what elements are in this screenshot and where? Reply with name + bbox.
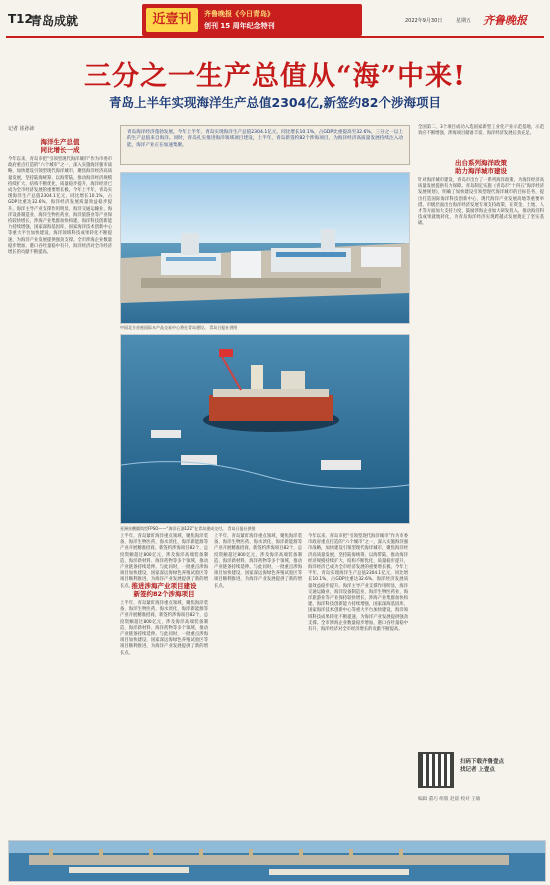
mid-subhead-2: 新签约82个涉海项目	[133, 590, 195, 598]
page-code: T12	[8, 12, 33, 26]
left-subhead-2: 同比增长一成	[40, 146, 80, 154]
right-column	[418, 125, 544, 745]
fpso-photo	[120, 334, 410, 524]
mid-column-text-a	[120, 534, 208, 834]
port-photo	[8, 840, 546, 882]
byline: 记者 崔孙沛	[8, 126, 35, 132]
left-subhead-1: 海洋生产总值	[40, 138, 80, 146]
banner-tag	[146, 8, 198, 32]
left-column	[8, 138, 112, 838]
right-body: 针对海洋城市建设，青岛市出台了一系列海洋政策，为海洋经济高质量发展提供有力保障。青岛制定实施《青岛市“十四五”海洋经济发展规划》，明确了加快建设引领型现代海洋城市的目标任务，提出打造国际海洋科技创新中心、现代海洋产业发展高地等重要举措。市级层面出台海洋经济发展专项支持政策，在资金、土地、人才等方面加大支持力度，鼓励涉海企业加大研发投入，推动海洋科技成果就地转化，为青岛海洋经济实现跨越式发展奠定了坚实基础。	[418, 178, 544, 227]
trade-center-photo	[120, 172, 410, 324]
mid-body-c: 上半年，青岛紧盯海洋重点领域，聚焦海洋装备、海洋生物医药、海水淡化、海洋新能源等产业开展精准招商，新签约涉海项目82个，总投资额超过800亿元，涉及海洋高端装备制造、海洋新材料、海洋药物等多个领域，推动产业链条持续延伸。与此同时，一批重点涉海项目加快建设，国家深远海绿色养殖试验区等项目顺利推进，为海洋产业发展提供了新的增长点。	[214, 534, 302, 589]
issue-date: 2022年9月30日	[405, 18, 443, 24]
lead-text: 青岛海洋经济蓬勃发展。今年上半年，青岛实现海洋生产总值2304.1亿元，同比增长10.1%，占GDP比重提高至32.6%，三分之一以上的生产总值来自海洋。同时，青岛扎实推进海洋领域项目建设，上半年，青岛新签约82个涉海项目，为海洋经济高质量发展持续注入动能，海洋产业正在加速集聚。	[127, 130, 403, 148]
fpso-caption: 亚洲首艘圆筒型FPSO——“海洋石油122”在青岛建成交付。 青岛日报社供图	[120, 526, 256, 531]
page-subtitle: 青岛上半年实现海洋生产总值2304亿,新签约82个涉海项目	[109, 95, 441, 110]
brand-logo: 齐鲁晚报	[483, 14, 527, 27]
anniversary-banner	[142, 4, 362, 36]
mid-column-text-b	[214, 534, 302, 834]
issue-weekday: 星期五	[456, 18, 472, 24]
qr-code-icon[interactable]	[418, 752, 454, 788]
port-image	[9, 841, 545, 881]
qr-block	[418, 752, 544, 792]
mid-body-b: 上半年，青岛紧盯海洋重点领域，聚焦海洋装备、海洋生物医药、海水淡化、海洋新能源等产业开展精准招商，新签约涉海项目82个，总投资额超过800亿元，涉及海洋高端装备制造、海洋新材料、海洋药物等多个领域，推动产业链条持续延伸。与此同时，一批重点涉海项目加快建设，国家深远海绿色养殖试验区等项目顺利推进，为海洋产业发展提供了新的增长点。	[120, 601, 208, 656]
qr-caption: 扫码下载齐鲁壹点 找记者 上壹点	[460, 759, 505, 773]
masthead	[0, 0, 550, 38]
right-subhead-2: 助力海洋城市建设	[455, 167, 507, 175]
right-subhead-1: 出台系列海洋政策	[455, 159, 507, 167]
mid-column-text-c	[308, 534, 408, 834]
page-title: 三分之一生产总值从“海”中来!	[84, 61, 466, 92]
banner-line-2: 创刊 15 周年纪念特刊	[204, 22, 275, 30]
mid-body-d: 今年以来，青岛市把“引领型现代海洋城市”作为市委市政府重点打造的“六个城市”之一，深入实施海洋强市战略，加快建设引领型现代海洋城市，聚焦海洋经济高质量发展，坚持陆海统筹、以海带陆，推动海洋经济规模持续扩大、结构不断优化、质量稳步提升，海洋经济已成为全市经济发展的重要增长极。今年上半年，青岛实现海洋生产总值2304.1亿元，同比增长10.1%，占GDP比重达32.6%，海洋经济发展质量效益稳步提升。海洋主导产业支撑作用明显，海洋交通运输业、海洋设备制造业、海洋生物医药业、海洋旅游业等产业保持较快增长，涉海产业集群加快构建。海洋科技创新能力持续增强，国家深海基因库、国家海洋技术创新中心等重大平台加快建设，海洋领域科技成果转化不断提速，为海洋产业发展提供强劲支撑。全市涉海企业数量稳步增加，港口吞吐量稳中有升，海洋经济对全市经济增长的贡献不断提高。	[308, 534, 408, 633]
mid-body-a: 上半年，青岛紧盯海洋重点领域，聚焦海洋装备、海洋生物医药、海水淡化、海洋新能源等产业开展精准招商，新签约涉海项目82个，总投资额超过800亿元，涉及海洋高端装备制造、海洋新材料、海洋药物等多个领域，推动产业链条持续延伸。与此同时，一批重点涉海项目加快建设，国家深远海绿色养殖试验区等项目顺利推进，为海洋产业发展提供了新的增长点。	[120, 534, 208, 589]
footer-credits: 编辑 董巧 组版 赵晨 校对 王敏	[418, 797, 481, 802]
trade-center-caption: 中国北方首座国际水产品交易中心将在青岛建设。 青岛日报社供图	[120, 325, 238, 330]
right-intro: 全国第二、3个项目成功入选国家新型工业化产业示范基地，示范效应不断增强，涉海项目储备丰富，海洋经济发展后劲充足。	[418, 125, 544, 137]
lead-box	[120, 125, 410, 165]
section-title: 青岛成就	[30, 14, 79, 28]
masthead-rule	[6, 36, 544, 38]
trade-center-image	[121, 173, 409, 323]
banner-line-1: 齐鲁晚报《今日青岛》	[204, 10, 274, 18]
left-body: 今年以来，青岛市把“引领型现代海洋城市”作为市委市政府重点打造的“六个城市”之一，深入实施海洋强市战略，加快建设引领型现代海洋城市，聚焦海洋经济高质量发展，坚持陆海统筹、以海带陆，推动海洋经济规模持续扩大、结构不断优化、质量稳步提升，海洋经济已成为全市经济发展的重要增长极。今年上半年，青岛实现海洋生产总值2304.1亿元，同比增长10.1%，占GDP比重达32.6%，海洋经济发展质量效益稳步提升。海洋主导产业支撑作用明显，海洋交通运输业、海洋设备制造业、海洋生物医药业、海洋旅游业等产业保持较快增长，涉海产业集群加快构建。海洋科技创新能力持续增强，国家深海基因库、国家海洋技术创新中心等重大平台加快建设，海洋领域科技成果转化不断提速，为海洋产业发展提供强劲支撑。全市涉海企业数量稳步增加，港口吞吐量稳中有升，海洋经济对全市经济增长的贡献不断提高。	[8, 157, 112, 256]
banner-tag-text: 近壹刊	[152, 12, 192, 27]
fpso-image	[121, 335, 409, 523]
mid-subhead-1: 推进涉海产业项目建设	[131, 582, 197, 590]
